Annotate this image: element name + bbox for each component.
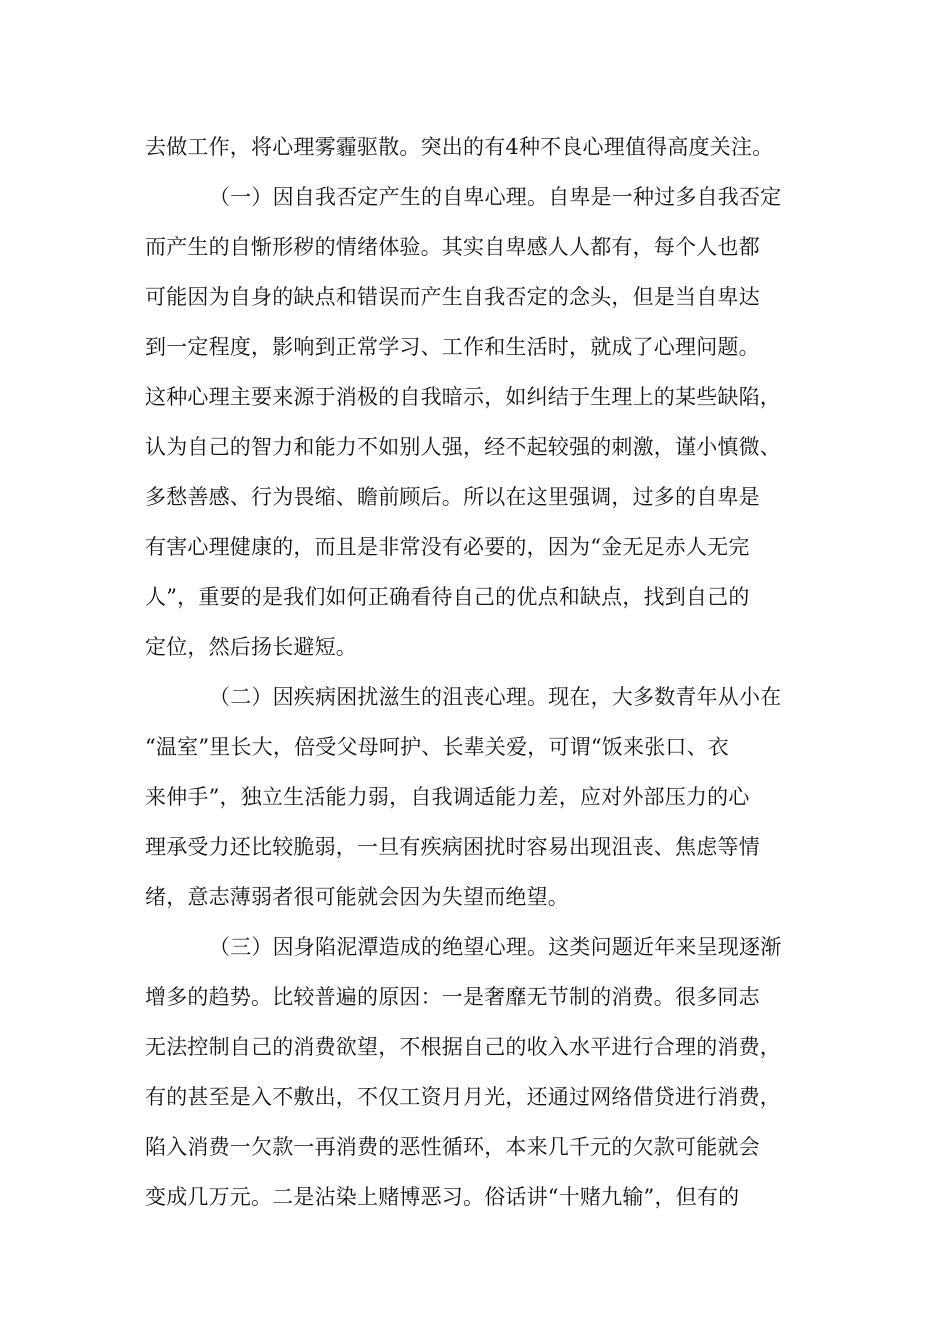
text-line: “温室”里长大，倍受父母呵护、长辈关爱，可谓“饭来张口、衣 <box>145 735 730 759</box>
text-line: 有害心理健康的，而且是非常没有必要的，因为“金无足赤人无完 <box>145 535 750 559</box>
body-text <box>145 129 835 1229</box>
text-line: 到一定程度，影响到正常学习、工作和生活时，就成了心理问题。 <box>145 335 760 359</box>
text-line: 陷入消费一欠款一再消费的恶性循环，本来几千元的欠款可能就会 <box>145 1135 760 1159</box>
paragraph-heading-1: （一）因自我否定产生的自卑心理。自卑是一种过多自我否定 <box>209 185 782 209</box>
text-line: 无法控制自己的消费欲望，不根据自己的收入水平进行合理的消费， <box>145 1035 781 1059</box>
text-line: 有的甚至是入不敷出，不仅工资月月光，还通过网络借贷进行消费， <box>145 1085 781 1109</box>
text-line: 人”，重要的是我们如何正确看待自己的优点和缺点，找到自己的 <box>145 585 750 609</box>
text-line: 去做工作，将心理雾霾驱散。突出的有4种不良心理值得高度关注。 <box>145 135 774 159</box>
text-line: 这种心理主要来源于消极的自我暗示，如纠结于生理上的某些缺陷， <box>145 385 781 409</box>
text-line: 增多的趋势。比较普遍的原因：一是奢靡无节制的消费。很多同志 <box>145 985 760 1009</box>
text-line: 变成几万元。二是沾染上赌博恶习。俗话讲“十赌九输”，但有的 <box>145 1185 740 1209</box>
text-line: 理承受力还比较脆弱，一旦有疾病困扰时容易出现沮丧、焦虑等情 <box>145 835 760 859</box>
text-line: 而产生的自惭形秽的情绪体验。其实自卑感人人都有，每个人也都 <box>145 235 760 259</box>
text-line: 绪，意志薄弱者很可能就会因为失望而绝望。 <box>145 885 569 909</box>
text-line: 多愁善感、行为畏缩、瞻前顾后。所以在这里强调，过多的自卑是 <box>145 485 760 509</box>
paragraph-heading-3: （三）因身陷泥潭造成的绝望心理。这类问题近年来呈现逐渐 <box>209 935 782 959</box>
paragraph-heading-2: （二）因疾病困扰滋生的沮丧心理。现在，大多数青年从小在 <box>209 685 782 709</box>
text-line: 来伸手”，独立生活能力弱，自我调适能力差，应对外部压力的心 <box>145 785 750 809</box>
text-line: 认为自己的智力和能力不如别人强，经不起较强的刺激，谨小慎微、 <box>145 435 781 459</box>
text-line: 定位，然后扬长避短。 <box>145 635 357 659</box>
text-line: 可能因为自身的缺点和错误而产生自我否定的念头，但是当自卑达 <box>145 285 760 309</box>
